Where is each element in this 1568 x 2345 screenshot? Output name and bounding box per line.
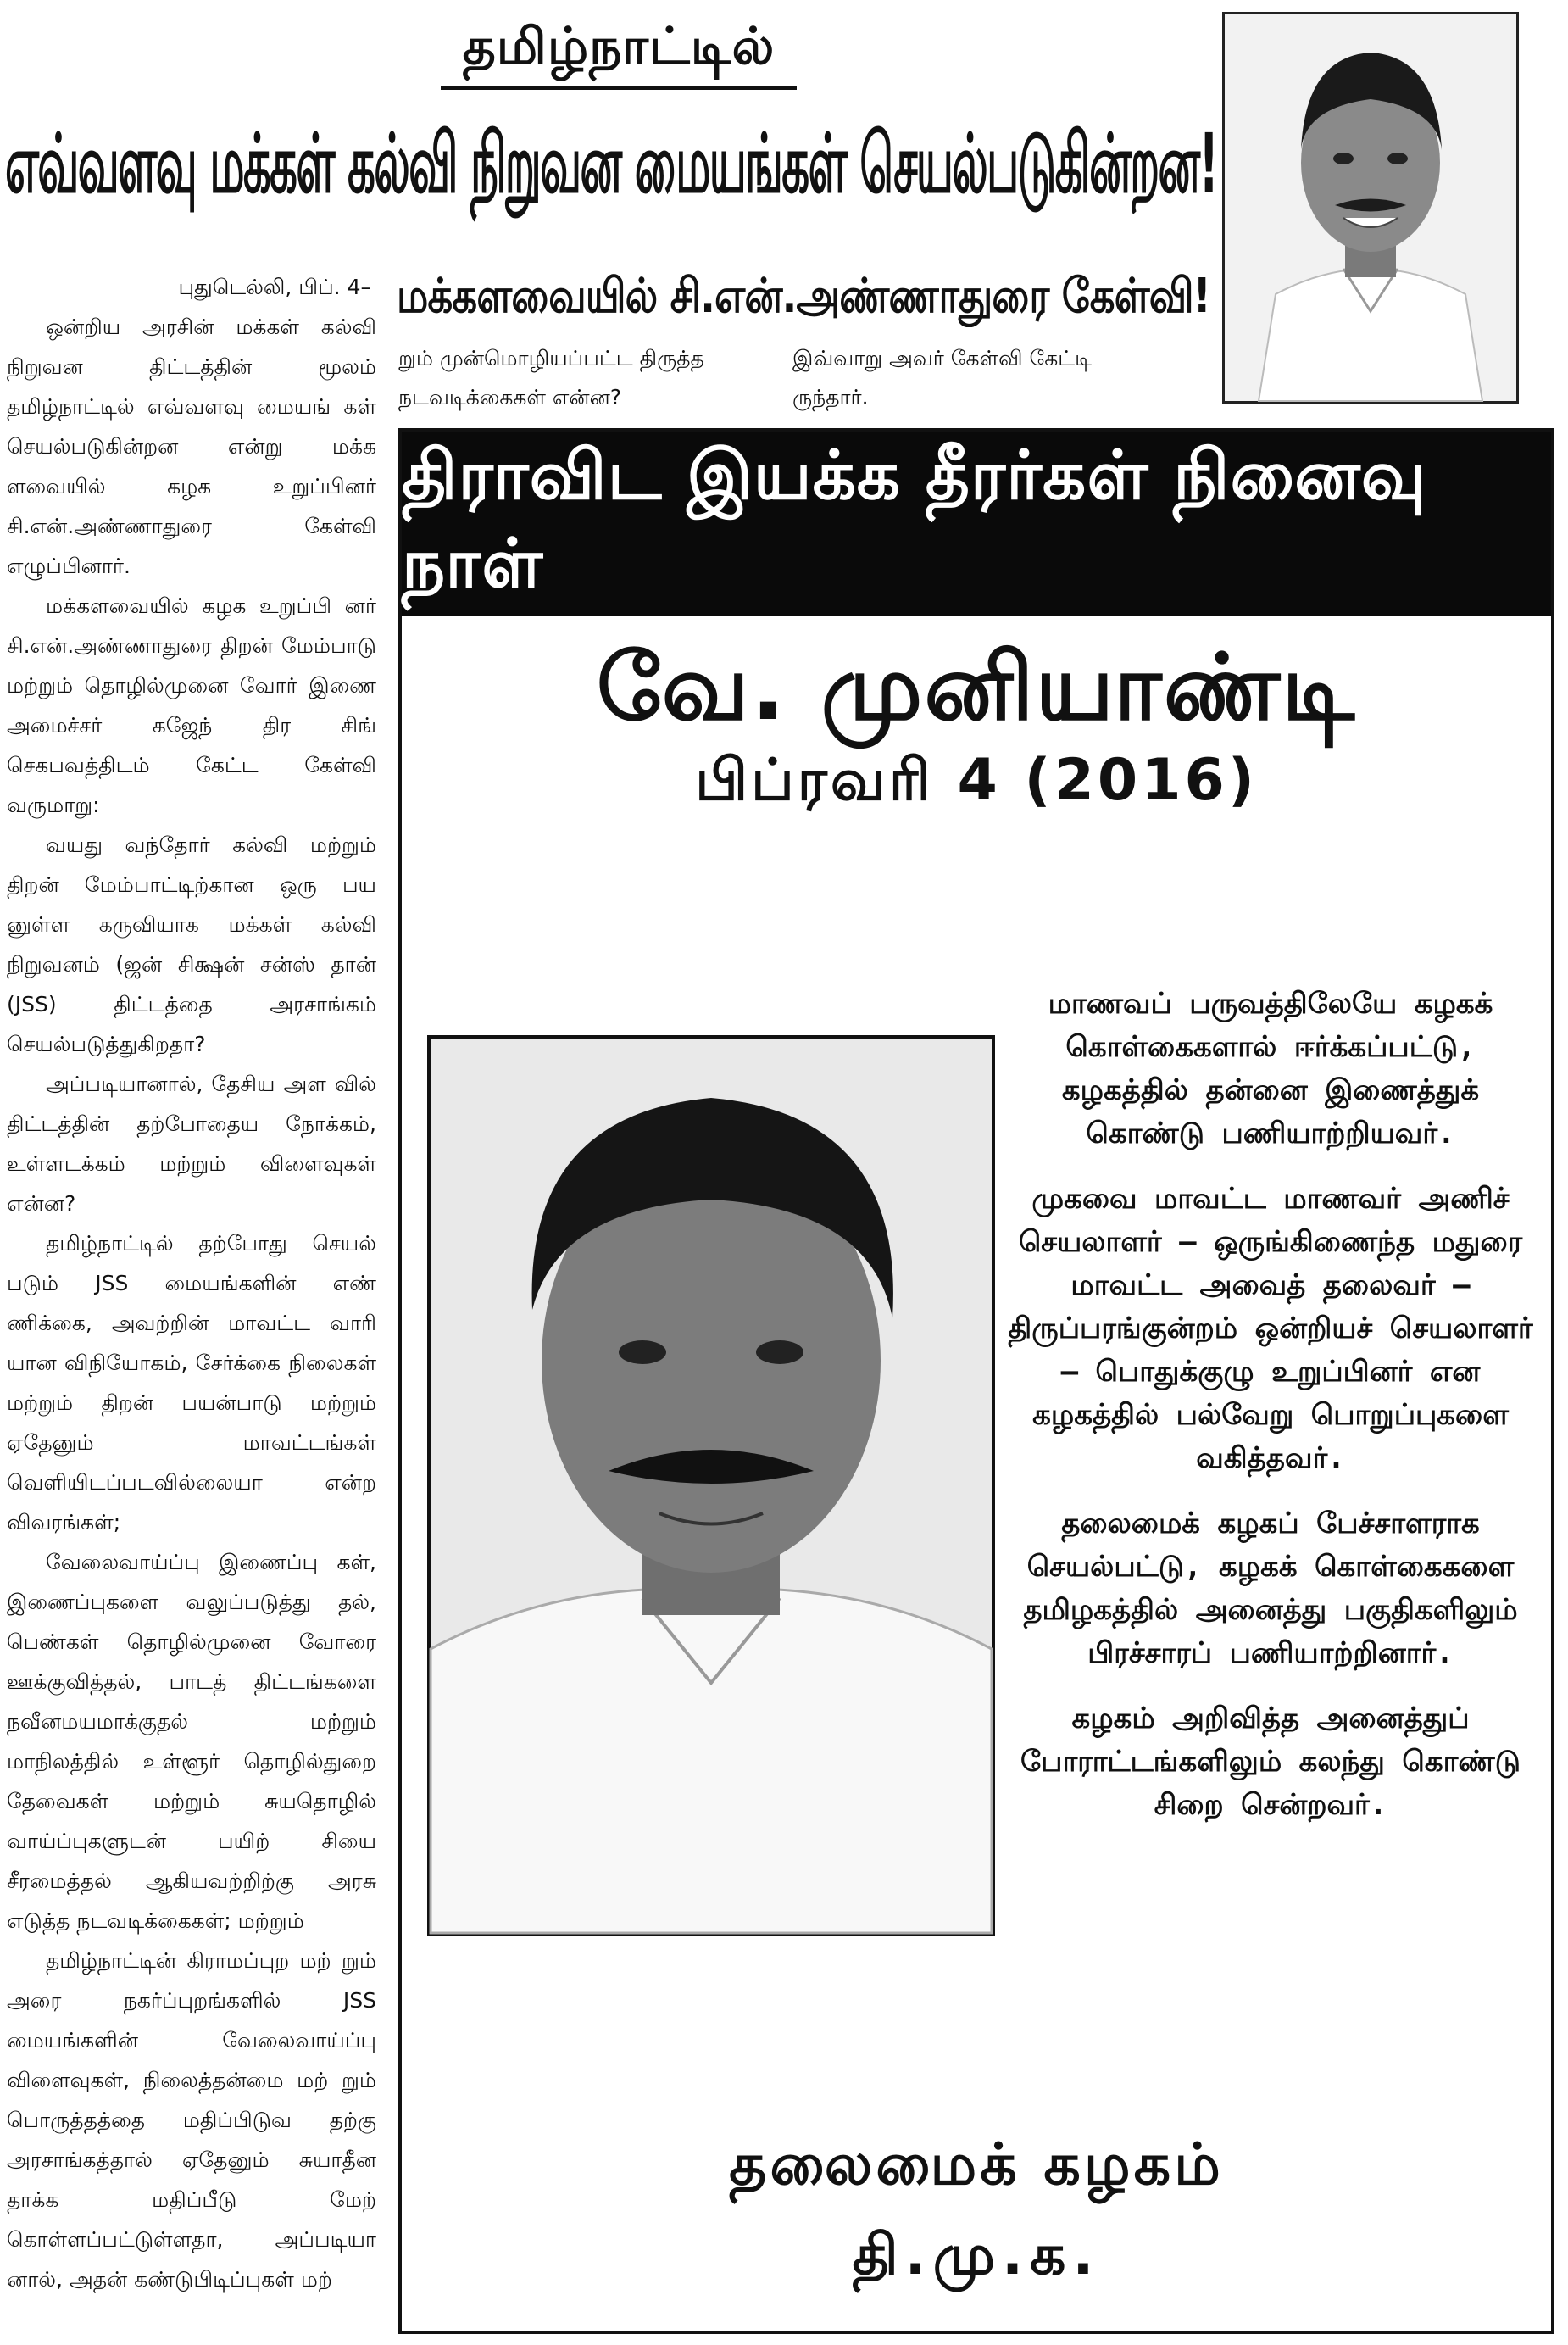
memorial-date: பிப்ரவரி 4 (2016) <box>695 747 1258 814</box>
bio-paragraph: மாணவப் பருவத்திலேயே கழகக் கொள்கைகளால் ஈர்க்கப்பட்டு, கழகத்தில் தன்னை இணைத்துக் கொண்டு பணியாற்றியவர். <box>1048 987 1493 1150</box>
article-paragraph: அப்படியானால், தேசிய அள வில் திட்டத்தின் தற்போதைய நோக்கம், உள்ளடக்கம் மற்றும் விளைவுகள் என்ன? <box>7 1072 376 1216</box>
news-article <box>7 267 376 2340</box>
article-continuation-left: றும் முன்மொழியப்பட்ட திருத்த நடவடிக்கைகள் என்ன? <box>398 346 704 409</box>
signature-head-office: தலைமைக் கழகம் <box>729 2131 1224 2198</box>
person-name: வே. முனியாண்டி <box>596 635 1357 741</box>
article-paragraph: வயது வந்தோர் கல்வி மற்றும் திறன் மேம்பாட்டிற்கான ஒரு பய னுள்ள கருவியாக மக்கள் கல்வி நிறுவனம் (ஜன் சிக்ஷன் சன்ஸ் தான் (JSS) திட்டத்தை அரசாங்கம் செயல்படுத்துகிறதா? <box>7 833 376 1056</box>
headline-kicker: தமிழ்நாட்டில் <box>462 17 776 76</box>
mp-portrait-photo <box>1222 12 1519 404</box>
signature-party: தி.மு.க. <box>852 2222 1101 2287</box>
article-paragraph: வேலைவாய்ப்பு இணைப்பு கள், இணைப்புகளை வலுப்படுத்து தல், பெண்கள் தொழில்முனை வோரை ஊக்குவித்தல், பாடத் திட்டங்களை நவீனமயமாக்குதல் மற்றும் மாநிலத்தில் உள்ளூர் தொழில்துறை தேவைகள் மற்றும் சுயதொழில் வாய்ப்புகளுடன் பயிற் சியை சீரமைத்தல் ஆகியவற்றிற்கு அரசு எடுத்த நடவடிக்கைகள்; மற்றும் <box>7 1550 376 1933</box>
article-paragraph: தமிழ்நாட்டில் தற்போது செயல் படும் JSS மையங்களின் எண் ணிக்கை, அவற்றின் மாவட்ட வாரி யான விநியோகம், சேர்க்கை நிலைகள் மற்றும் திறன் பயன்பாடு மற்றும் ஏதேனும் மாவட்டங்கள் வெளியிடப்படவில்லையா என்ற விவரங்கள்; <box>7 1231 376 1535</box>
article-continuation-right: இவ்வாறு அவர் கேள்வி கேட்டி ருந்தார். <box>792 346 1093 409</box>
article-dateline: புதுடெல்லி, பிப். 4– <box>178 275 371 299</box>
article-paragraph: தமிழ்நாட்டின் கிராமப்புற மற் றும் அரை நகர்ப்புறங்களில் JSS மையங்களின் வேலைவாய்ப்பு விளைவுகள், நிலைத்தன்மை மற் றும் பொருத்தத்தை மதிப்பிடுவ தற்கு அரசாங்கத்தால் ஏதேனும் சுயாதீன தாக்க மதிப்பீடு மேற் கொள்ளப்பட்டுள்ளதா, அப்படியா னால், அதன் கண்டுபிடிப்புகள் மற் <box>7 1948 376 2292</box>
kicker-underline <box>441 86 797 90</box>
biography <box>995 983 1546 1849</box>
main-headline: எவ்வளவு மக்கள் கல்வி நிறுவன மையங்கள் செயல்படுகின்றன! <box>5 116 1218 211</box>
notice-banner: திராவிட இயக்க தீரர்கள் நினைவு நாள் <box>402 432 1551 616</box>
memorial-notice <box>398 428 1554 2334</box>
memorial-portrait-photo <box>427 1035 995 1936</box>
article-paragraph: ஒன்றிய அரசின் மக்கள் கல்வி நிறுவன திட்டத்தின் மூலம் தமிழ்நாட்டில் எவ்வளவு மையங் கள் செயல்படுகின்றன என்று மக்க ளவையில் கழக உறுப்பினர் சி.என்.அண்ணாதுரை கேள்வி எழுப்பினார். <box>7 315 376 578</box>
article-paragraph: மக்களவையில் கழக உறுப்பி னர் சி.என்.அண்ணாதுரை திறன் மேம்பாடு மற்றும் தொழில்முனை வோர் இணை அமைச்சர் கஜேந் திர சிங் செகபவத்திடம் கேட்ட கேள்வி வருமாறு: <box>7 593 376 817</box>
bio-paragraph: முகவை மாவட்ட மாணவர் அணிச் செயலாளர் – ஒருங்கிணைந்த மதுரை மாவட்ட அவைத் தலைவர் – திருப்பரங்குன்றம் ஒன்றியச் செயலாளர் – பொதுக்குழு உறுப்பினர் என கழகத்தில் பல்வேறு பொறுப்புகளை வகித்தவர். <box>1008 1182 1533 1475</box>
bio-paragraph: தலைமைக் கழகப் பேச்சாளராக செயல்பட்டு, கழகக் கொள்கைகளை தமிழகத்தில் அனைத்து பகுதிகளிலும் பிரச்சாரப் பணியாற்றினார். <box>1023 1507 1518 1670</box>
bio-paragraph: கழகம் அறிவித்த அனைத்துப் போராட்டங்களிலும் கலந்து கொண்டு சிறை சென்றவர். <box>1020 1702 1521 1822</box>
sub-headline: மக்களவையில் சி.என்.அண்ணாதுரை கேள்வி! <box>397 269 1211 324</box>
